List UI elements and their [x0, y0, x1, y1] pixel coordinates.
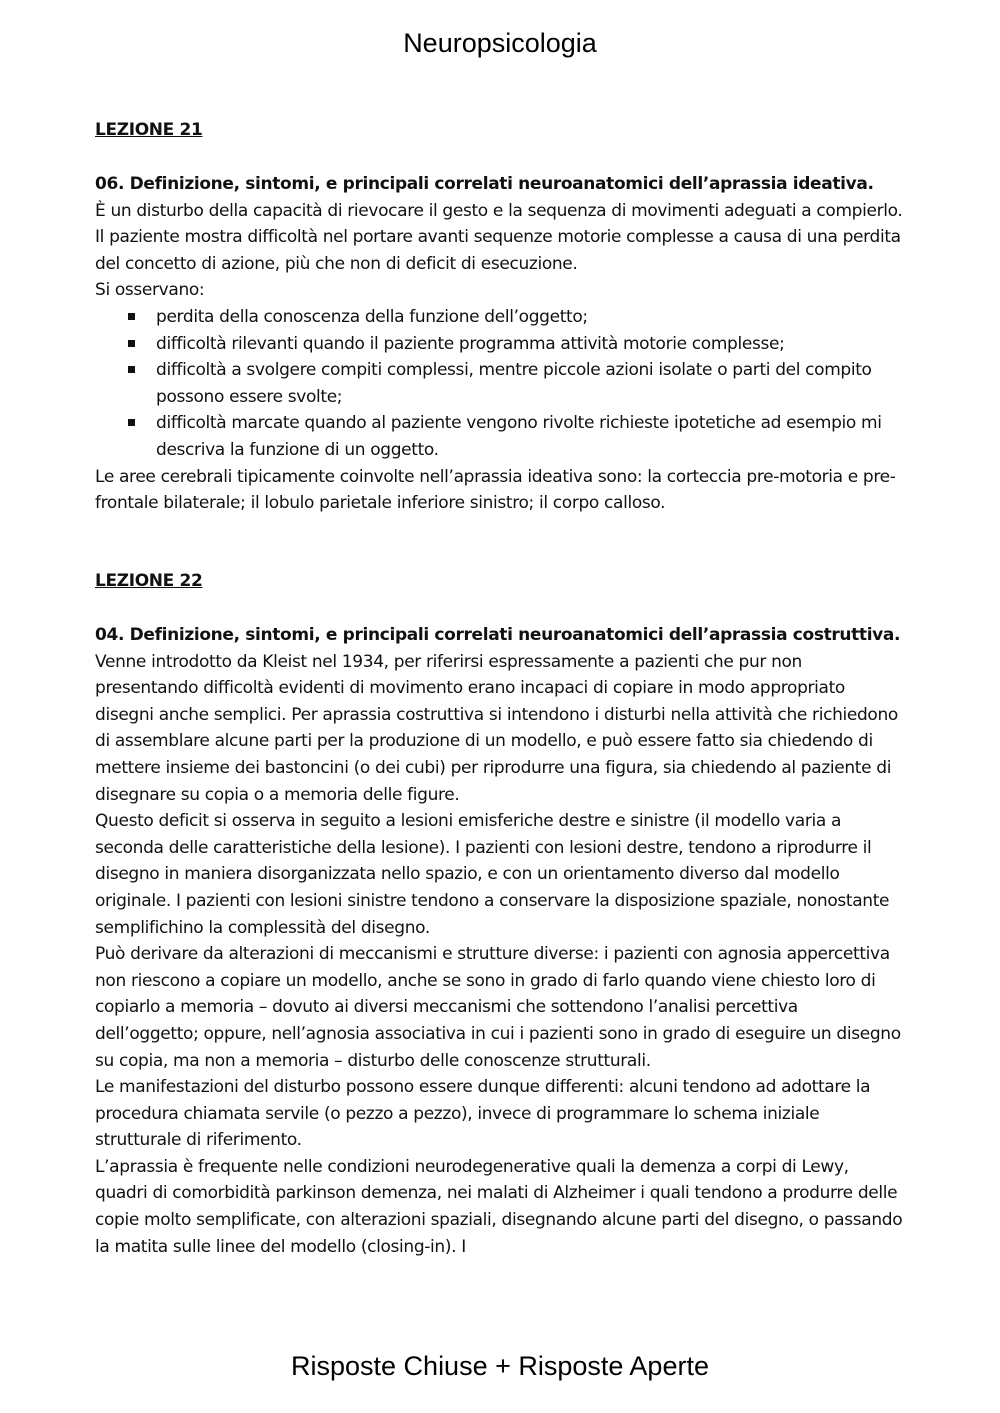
lesson-22-paragraph: Venne introdotto da Kleist nel 1934, per riferirsi espressamente a pazienti che pur non presentando difficoltà evidenti di movimento erano incapaci di copiare in modo appropriato disegni anche semplici. Per aprassia costruttiva si intendono i disturbi nella attività che richiedono di assemblare alcune parti per la produzione di un modello, e può essere fatto sia chiedendo di mettere insieme dei bastoncini (o dei cubi) per riprodurre una figura, sia chiedendo al paziente di disegnare su copia o a memoria delle figure.: [95, 651, 898, 805]
lesson-21-question-title: 06. Definizione, sintomi, e principali correlati neuroanatomici dell’aprassia ideativa.: [95, 174, 874, 194]
lesson-21-heading: LEZIONE 21: [95, 120, 203, 140]
lesson-22-question-title: 04. Definizione, sintomi, e principali correlati neuroanatomici dell’aprassia costruttiva.: [95, 625, 901, 645]
page-header: Neuropsicologia: [403, 28, 597, 58]
lesson-21-bullet-list: [95, 304, 905, 464]
lesson-22-section: [95, 568, 905, 595]
bullet-item: difficoltà rilevanti quando il paziente programma attività motorie complesse;: [156, 331, 905, 358]
lesson-21-observed-label: Si osservano:: [95, 280, 205, 301]
bullet-item: difficoltà marcate quando al paziente vengono rivolte richieste ipotetiche ad esempio mi descriva la funzione di un oggetto.: [156, 410, 905, 463]
lesson-21-intro: È un disturbo della capacità di rievocare il gesto e la sequenza di movimenti adeguati a compierlo. Il paziente mostra difficoltà nel portare avanti sequenze motorie complesse a causa di una perdita del concetto di azione, più che non di deficit di esecuzione.: [95, 200, 903, 274]
lesson-21-body: [95, 171, 905, 517]
lesson-22-paragraph: L’aprassia è frequente nelle condizioni neurodegenerative quali la demenza a corpi di Lewy, quadri di comorbidità parkinson demenza, nei malati di Alzheimer i quali tendono a produrre delle copie molto semplificate, con alterazioni spaziali, disegnando alcune parti del disegno, o passando la matita sulle linee del modello (closing-in). I: [95, 1156, 903, 1257]
lesson-22-body: [95, 622, 905, 1260]
lesson-22-heading: LEZIONE 22: [95, 571, 203, 591]
lesson-22-paragraph: Può derivare da alterazioni di meccanismi e strutture diverse: i pazienti con agnosia appercettiva non riescono a copiare un modello, anche se sono in grado di farlo quando viene chiesto loro di copiarlo a memoria – dovuto ai diversi meccanismi che sottendono l’analisi percettiva dell’oggetto; oppure, nell’agnosia associativa in cui i pazienti sono in grado di eseguire un disegno su copia, ma non a memoria – disturbo delle conoscenze strutturali.: [95, 944, 901, 1071]
page-footer: Risposte Chiuse + Risposte Aperte: [291, 1351, 709, 1381]
lesson-21-section: [95, 117, 905, 144]
lesson-22-paragraph: Questo deficit si osserva in seguito a lesioni emisferiche destre e sinistre (il modello varia a seconda delle caratteristiche della lesione). I pazienti con lesioni destre, tendono a riprodurre il disegno in maniera disorganizzata nello spazio, e con un orientamento diverso dal modello originale. I pazienti con lesioni sinistre tendono a conservare la disposizione spaziale, nonostante semplifichino la complessità del disegno.: [95, 811, 890, 938]
bullet-item: perdita della conoscenza della funzione dell’oggetto;: [156, 304, 905, 331]
lesson-21-conclusion: Le aree cerebrali tipicamente coinvolte nell’aprassia ideativa sono: la corteccia pre-motoria e pre-frontale bilaterale; il lobulo parietale inferiore sinistro; il corpo calloso.: [95, 466, 896, 514]
bullet-item: difficoltà a svolgere compiti complessi, mentre piccole azioni isolate o parti del compito possono essere svolte;: [156, 357, 905, 410]
lesson-22-paragraph: Le manifestazioni del disturbo possono essere dunque differenti: alcuni tendono ad adottare la procedura chiamata servile (o pezzo a pezzo), invece di programmare lo schema iniziale strutturale di riferimento.: [95, 1077, 871, 1151]
